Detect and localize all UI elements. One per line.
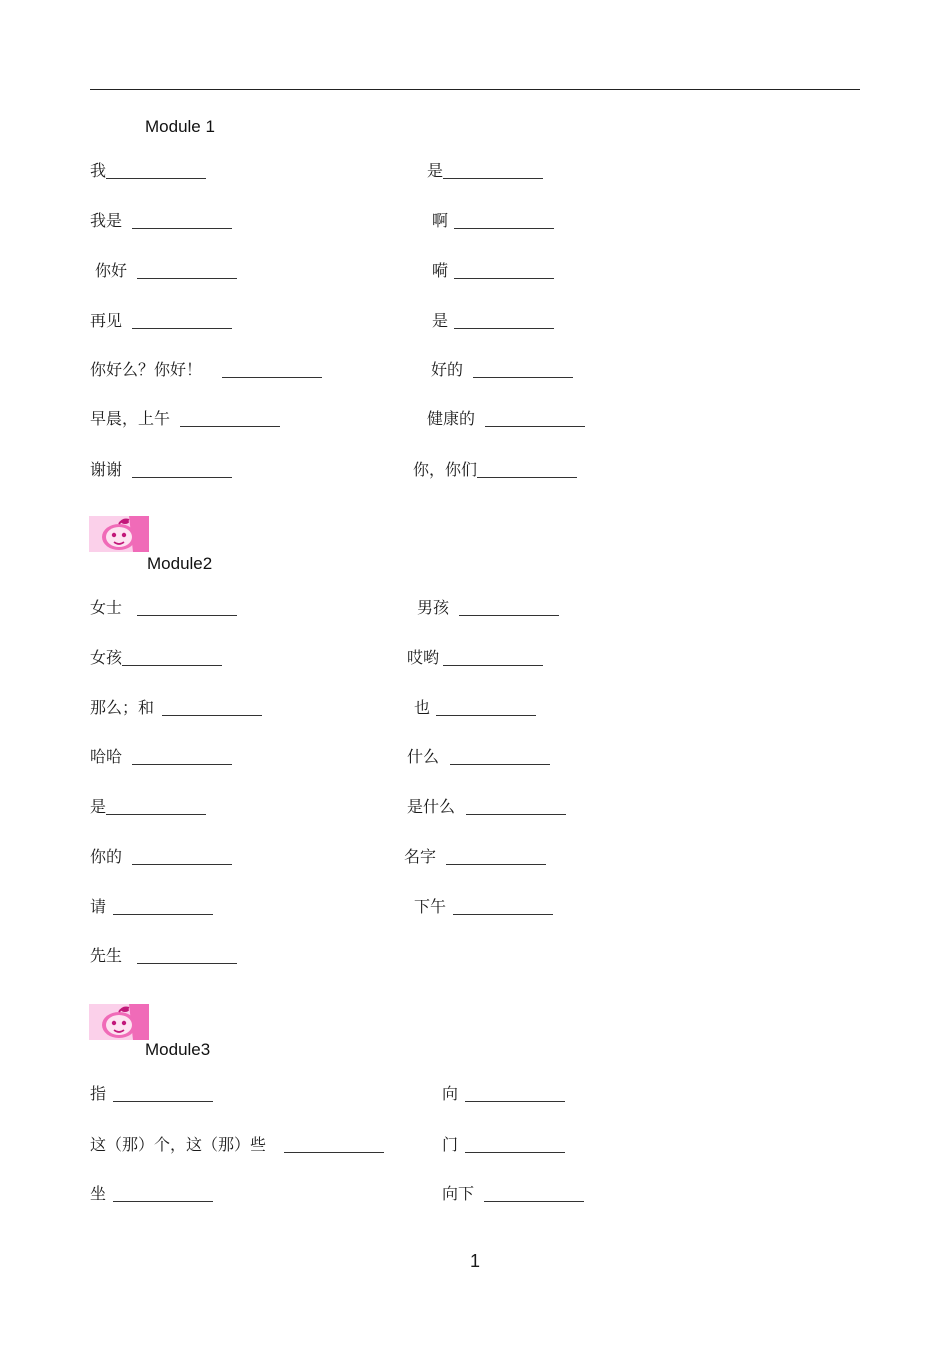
entry-word: 是 <box>427 161 444 180</box>
vocab-entry <box>442 1135 565 1155</box>
vocab-entry <box>90 409 280 429</box>
vocab-entry <box>404 847 546 867</box>
entry-word: 再见 <box>90 311 123 330</box>
entry-word: 门 <box>442 1135 459 1154</box>
entry-word: 健康的 <box>427 409 476 428</box>
answer-blank[interactable] <box>132 477 232 478</box>
vocab-entry <box>413 460 577 480</box>
entry-word: 下午 <box>414 897 447 916</box>
entry-word: 你，你们 <box>413 460 478 479</box>
entry-word: 先生 <box>90 946 123 965</box>
answer-blank[interactable] <box>454 278 554 279</box>
answer-blank[interactable] <box>113 914 213 915</box>
entry-word: 女孩 <box>90 648 123 667</box>
vocab-entry <box>90 897 213 917</box>
module-1-title: Module 1 <box>145 117 215 136</box>
answer-blank[interactable] <box>453 914 553 915</box>
entry-word: 谢谢 <box>90 460 123 479</box>
entry-word: 我 <box>90 161 107 180</box>
entry-word: 啊 <box>432 211 449 230</box>
vocab-entry <box>432 211 554 231</box>
vocab-entry <box>414 897 553 917</box>
answer-blank[interactable] <box>454 228 554 229</box>
vocab-entry <box>90 797 206 817</box>
module-2-title: Module2 <box>147 554 213 573</box>
answer-blank[interactable] <box>222 377 322 378</box>
entry-word: 你好么？你好！ <box>90 360 203 379</box>
vocab-entry <box>90 598 237 618</box>
answer-blank[interactable] <box>132 228 232 229</box>
vocab-entry <box>417 598 559 618</box>
vocab-entry <box>90 946 237 966</box>
vocab-entry <box>414 698 536 718</box>
vocab-entry <box>90 1084 213 1104</box>
vocab-entry <box>427 161 543 181</box>
answer-blank[interactable] <box>106 814 206 815</box>
vocab-entry <box>407 747 550 767</box>
vocab-entry <box>427 409 585 429</box>
entry-word: 是 <box>432 311 449 330</box>
entry-word: 那么；和 <box>90 698 155 717</box>
entry-word: 我是 <box>90 211 123 230</box>
vocab-entry <box>90 847 232 867</box>
answer-blank[interactable] <box>465 1101 565 1102</box>
vocab-entry <box>90 211 232 231</box>
answer-blank[interactable] <box>137 963 237 964</box>
vocab-entry <box>90 460 232 480</box>
entry-word: 女士 <box>90 598 123 617</box>
entry-word: 哈哈 <box>90 747 123 766</box>
vocab-entry <box>407 648 543 668</box>
answer-blank[interactable] <box>132 764 232 765</box>
entry-word: 男孩 <box>417 598 450 617</box>
vocab-entry <box>90 1135 384 1155</box>
answer-blank[interactable] <box>465 1152 565 1153</box>
vocab-entry <box>432 311 554 331</box>
entry-word: 是什么 <box>407 797 456 816</box>
vocab-entry <box>90 311 232 331</box>
vocab-entry <box>90 360 322 380</box>
vocab-entry <box>90 161 206 181</box>
entry-word: 早晨，上午 <box>90 409 171 428</box>
entry-word: 你好 <box>95 261 128 280</box>
vocab-entry <box>90 747 232 767</box>
vocab-entry <box>442 1184 584 1204</box>
answer-blank[interactable] <box>466 814 566 815</box>
vocab-entry <box>90 698 262 718</box>
answer-blank[interactable] <box>162 715 262 716</box>
answer-blank[interactable] <box>473 377 573 378</box>
entry-word: 请 <box>90 897 107 916</box>
answer-blank[interactable] <box>132 328 232 329</box>
entry-word: 好的 <box>431 360 464 379</box>
answer-blank[interactable] <box>443 665 543 666</box>
vocab-entry <box>432 261 554 281</box>
answer-blank[interactable] <box>436 715 536 716</box>
answer-blank[interactable] <box>443 178 543 179</box>
entry-word: 名字 <box>404 847 437 866</box>
answer-blank[interactable] <box>106 178 206 179</box>
answer-blank[interactable] <box>113 1201 213 1202</box>
pink-apple-icon <box>89 1004 149 1040</box>
entry-word: 这（那）个，这（那）些 <box>90 1135 267 1154</box>
page-number: 1 <box>469 1251 480 1271</box>
entry-word: 坐 <box>90 1184 107 1203</box>
vocab-entry <box>95 261 237 281</box>
pink-apple-icon <box>89 516 149 552</box>
answer-blank[interactable] <box>284 1152 384 1153</box>
answer-blank[interactable] <box>450 764 550 765</box>
entry-word: 是 <box>90 797 107 816</box>
answer-blank[interactable] <box>132 864 232 865</box>
entry-word: 什么 <box>407 747 440 766</box>
entry-word: 也 <box>414 698 431 717</box>
answer-blank[interactable] <box>477 477 577 478</box>
answer-blank[interactable] <box>137 278 237 279</box>
answer-blank[interactable] <box>446 864 546 865</box>
vocab-entry <box>442 1084 565 1104</box>
entry-word: 哎哟 <box>407 648 440 667</box>
vocab-entry <box>90 1184 213 1204</box>
entry-word: 嗬 <box>432 261 449 280</box>
answer-blank[interactable] <box>484 1201 584 1202</box>
answer-blank[interactable] <box>122 665 222 666</box>
entry-word: 指 <box>90 1084 107 1103</box>
vocab-entry <box>431 360 573 380</box>
entry-word: 向下 <box>442 1184 475 1203</box>
answer-blank[interactable] <box>113 1101 213 1102</box>
answer-blank[interactable] <box>137 615 237 616</box>
vocab-entry <box>90 648 222 668</box>
vocab-entry <box>407 797 566 817</box>
answer-blank[interactable] <box>459 615 559 616</box>
answer-blank[interactable] <box>180 426 280 427</box>
entry-word: 你的 <box>90 847 123 866</box>
module-3-title: Module3 <box>145 1040 211 1059</box>
answer-blank[interactable] <box>454 328 554 329</box>
header-rule <box>90 89 860 90</box>
entry-word: 向 <box>442 1084 459 1103</box>
answer-blank[interactable] <box>485 426 585 427</box>
